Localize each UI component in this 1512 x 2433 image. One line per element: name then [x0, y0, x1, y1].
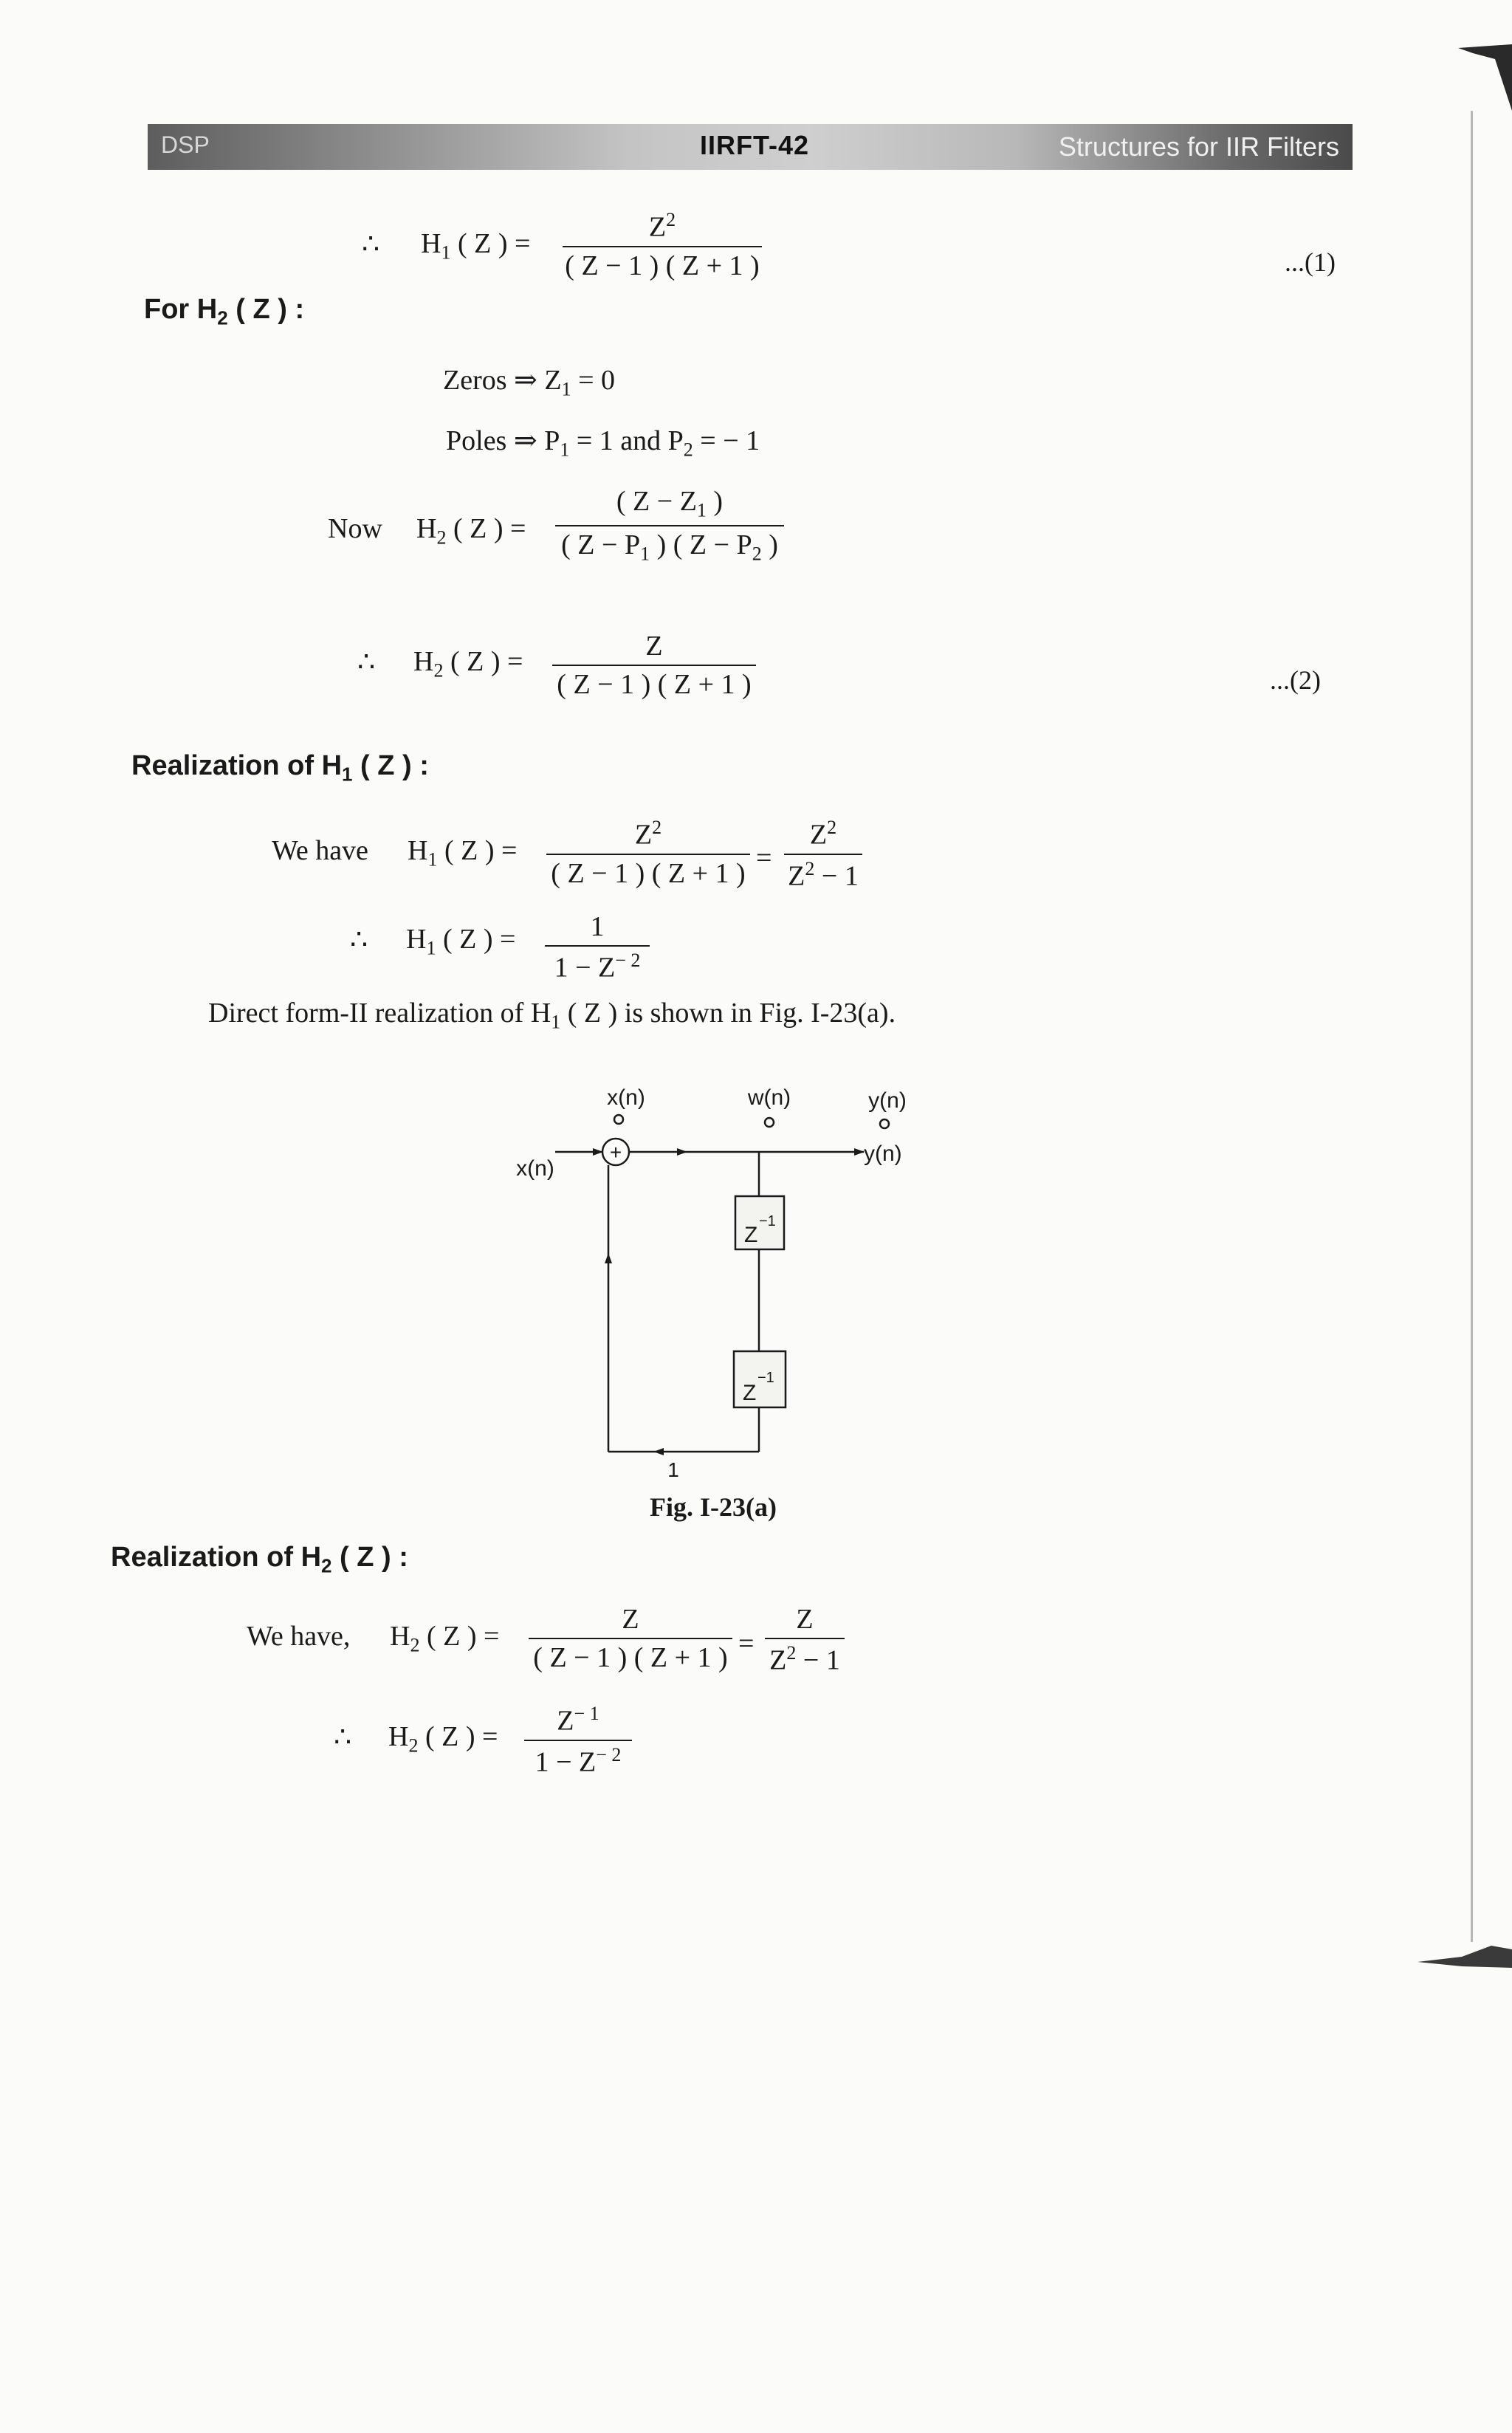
equation-number-1: ...(1): [1285, 247, 1336, 277]
poles-label: Poles: [446, 425, 507, 456]
poles-p1-main: P: [544, 425, 560, 456]
weh1-num1-main: Z: [634, 819, 653, 851]
poles-p1-sub: 1: [560, 439, 570, 461]
th1-lhs-sub: 1: [426, 937, 436, 959]
now-num-main: ( Z − Z: [616, 486, 697, 517]
th1-lhs-arg: ( Z ) =: [436, 924, 516, 955]
eq1-numerator: [563, 210, 762, 241]
eq1-lhs: [421, 227, 530, 264]
now-den-a-sub: 1: [640, 543, 650, 565]
poles-p2-rest: = − 1: [693, 425, 760, 456]
direct-form-sub: 1: [551, 1011, 561, 1033]
weh2-fraction-1: [529, 1605, 732, 1672]
label-yn-top: y(n): [868, 1088, 907, 1113]
th2-den-main: 1 − Z: [535, 1746, 597, 1778]
feedback-gain: 1: [667, 1458, 679, 1481]
heading-for-h2-rest: ( Z ) :: [227, 294, 305, 325]
eq1-num-sup: 2: [666, 209, 676, 230]
binding-edge-mark: [1458, 44, 1512, 111]
fraction-bar: [563, 246, 762, 247]
eq1-lhs-arg: ( Z ) =: [450, 228, 531, 259]
weh1-den2-main: Z: [788, 860, 805, 892]
binding-edge-line: [1471, 111, 1473, 1942]
node-xn-top: [614, 1115, 623, 1124]
therefore-symbol: ∴: [334, 1722, 352, 1753]
node-yn-top: [880, 1119, 889, 1128]
fraction-bar: [765, 1638, 845, 1639]
implies-arrow: ⇒: [514, 365, 537, 396]
equation-number-2: ...(2): [1270, 665, 1321, 695]
th2-fraction: [524, 1704, 632, 1776]
th1-denominator: [545, 951, 650, 982]
heading-for-h2-sub: 2: [217, 306, 228, 329]
weh1-num1: [546, 818, 750, 849]
now-label: Now: [328, 513, 382, 544]
weh1-den2-rest: − 1: [814, 860, 859, 892]
weh2-num2: Z: [796, 1604, 814, 1635]
header-page-number: IIRFT-42: [700, 130, 810, 160]
weh1-den2-sup: 2: [805, 857, 815, 879]
heading-realization-h2-main: Realization of H: [111, 1542, 322, 1573]
zeros-main: Z: [544, 365, 562, 396]
weh1-num1-sup: 2: [652, 817, 662, 838]
therefore-symbol: ∴: [357, 647, 376, 678]
th1-fraction: [545, 913, 650, 982]
now-lhs: [416, 512, 526, 549]
weh2-den2-sup: 2: [786, 1642, 797, 1664]
direct-form-post: ( Z ) is shown in Fig. I-23(a).: [560, 998, 896, 1029]
implies-arrow: ⇒: [513, 425, 537, 456]
fraction-bar: [524, 1740, 632, 1741]
th2-lhs-main: H: [388, 1721, 409, 1752]
now-lhs-arg: ( Z ) =: [446, 513, 526, 544]
direct-form-pre: Direct form-II realization of H: [208, 998, 551, 1029]
label-yn-right: y(n): [864, 1142, 902, 1166]
weh2-den2: [765, 1644, 845, 1675]
th2-den-sup: − 2: [596, 1743, 622, 1765]
eq1-denominator: ( Z − 1 ) ( Z + 1 ): [565, 250, 760, 281]
now-den-c: ): [761, 529, 778, 560]
label-xn-left: x(n): [516, 1156, 554, 1181]
fraction-bar: [545, 945, 650, 947]
weh1-lhs-main: H: [408, 835, 428, 866]
fraction-bar: [784, 854, 862, 855]
weh2-lhs: [390, 1620, 499, 1657]
th2-lhs-sub: 2: [408, 1734, 419, 1757]
therefore-symbol: ∴: [350, 924, 368, 955]
therefore-symbol: ∴: [362, 229, 380, 260]
weh2-num1: Z: [622, 1604, 639, 1635]
equals-sign: =: [738, 1628, 755, 1659]
weh1-lhs-arg: ( Z ) =: [437, 835, 518, 866]
weh2-lhs-main: H: [390, 1621, 410, 1652]
heading-realization-h1: [131, 750, 429, 786]
zeros-sub: 1: [561, 378, 571, 400]
delay-block-2-z: Z: [743, 1381, 757, 1405]
th1-lhs-main: H: [406, 924, 427, 955]
eq1-lhs-sub: 1: [441, 241, 451, 264]
direct-form-sentence: [208, 997, 896, 1034]
weh2-den1: ( Z − 1 ) ( Z + 1 ): [533, 1642, 728, 1673]
weh1-num2: [784, 818, 862, 849]
weh1-num2-sup: 2: [827, 817, 837, 838]
heading-realization-h1-rest: ( Z ) :: [352, 750, 429, 781]
fraction-bar: [552, 665, 756, 666]
weh1-lhs: [408, 834, 517, 871]
th2-num-main: Z: [557, 1705, 574, 1737]
weh1-num2-main: Z: [809, 819, 828, 851]
th1-den-sup: − 2: [615, 950, 641, 971]
heading-realization-h2-rest: ( Z ) :: [331, 1542, 408, 1573]
now-fraction: [555, 487, 784, 563]
fraction-bar: [555, 525, 784, 526]
now-denominator: [555, 531, 784, 564]
header-chapter-title: Structures for IIR Filters: [1058, 131, 1339, 162]
fraction-bar: [529, 1638, 732, 1639]
poles-line: [446, 424, 760, 461]
now-lhs-sub: 2: [436, 526, 447, 549]
label-xn-top: x(n): [607, 1085, 645, 1110]
th2-numerator: [524, 1704, 632, 1735]
adder-plus: +: [609, 1141, 622, 1164]
weh1-den1: ( Z − 1 ) ( Z + 1 ): [551, 857, 746, 889]
page-header: [148, 124, 1353, 170]
now-num-rest: ): [706, 486, 724, 517]
eq2-lhs-sub: 2: [433, 659, 444, 682]
node-wn: [765, 1118, 774, 1127]
eq2-denominator: ( Z − 1 ) ( Z + 1 ): [557, 669, 752, 700]
eq2-lhs-main: H: [413, 646, 434, 677]
eq1-fraction: [563, 210, 762, 280]
weh1-den2: [784, 859, 862, 891]
zeros-line: [443, 363, 615, 401]
poles-p1-rest: = 1 and P: [569, 425, 684, 456]
direct-form-ii-diagram: [502, 1078, 945, 1492]
eq1-lhs-main: H: [421, 228, 441, 259]
equals-sign: =: [756, 843, 772, 874]
th1-den-main: 1 − Z: [554, 952, 616, 984]
now-den-b: ) ( Z − P: [650, 529, 752, 560]
weh1-fraction-2: [784, 818, 862, 890]
heading-realization-h1-main: Realization of H: [131, 750, 343, 781]
we-have-label: We have,: [247, 1621, 351, 1652]
now-den-a: ( Z − P: [561, 529, 641, 560]
eq2-fraction: [552, 632, 756, 699]
now-numerator: [555, 487, 784, 521]
zeros-rest: = 0: [571, 365, 616, 396]
delay-block-1-z: Z: [744, 1223, 758, 1247]
heading-for-h2: [144, 294, 304, 330]
we-have-label: We have: [272, 835, 368, 866]
heading-realization-h2: [111, 1542, 408, 1578]
eq2-lhs: [413, 645, 523, 682]
delay-block-1-exp: −1: [759, 1213, 776, 1229]
heading-for-h2-main: For H: [144, 294, 218, 325]
delay-block-2-exp: −1: [757, 1370, 774, 1386]
weh2-den2-main: Z: [769, 1644, 787, 1676]
binding-edge-mark-bottom: [1418, 1916, 1512, 1975]
heading-realization-h2-sub: 2: [321, 1554, 332, 1577]
th2-lhs-arg: ( Z ) =: [418, 1721, 498, 1752]
zeros-label: Zeros: [443, 365, 507, 396]
th2-lhs: [388, 1720, 498, 1757]
header-left-text: DSP: [161, 131, 210, 158]
now-num-sub: 1: [696, 499, 707, 521]
weh2-lhs-arg: ( Z ) =: [419, 1621, 500, 1652]
eq2-numerator: Z: [645, 631, 663, 662]
figure-caption: Fig. I-23(a): [650, 1492, 777, 1522]
th2-num-sup: − 1: [574, 1703, 599, 1724]
now-lhs-main: H: [416, 513, 437, 544]
th1-numerator: 1: [590, 911, 605, 942]
poles-p2-sub: 2: [683, 439, 693, 461]
weh2-den2-rest: − 1: [796, 1644, 840, 1676]
heading-realization-h1-sub: 1: [342, 763, 353, 786]
weh2-fraction-2: [765, 1605, 845, 1675]
eq2-lhs-arg: ( Z ) =: [443, 646, 523, 677]
eq1-num-main: Z: [648, 211, 667, 243]
th1-lhs: [406, 923, 515, 960]
fraction-bar: [546, 854, 750, 855]
label-wn: w(n): [747, 1085, 791, 1110]
now-den-b-sub: 2: [752, 543, 762, 565]
weh1-lhs-sub: 1: [427, 848, 438, 871]
th2-denominator: [524, 1743, 632, 1778]
weh1-fraction-1: [546, 818, 750, 888]
weh2-lhs-sub: 2: [410, 1634, 420, 1656]
